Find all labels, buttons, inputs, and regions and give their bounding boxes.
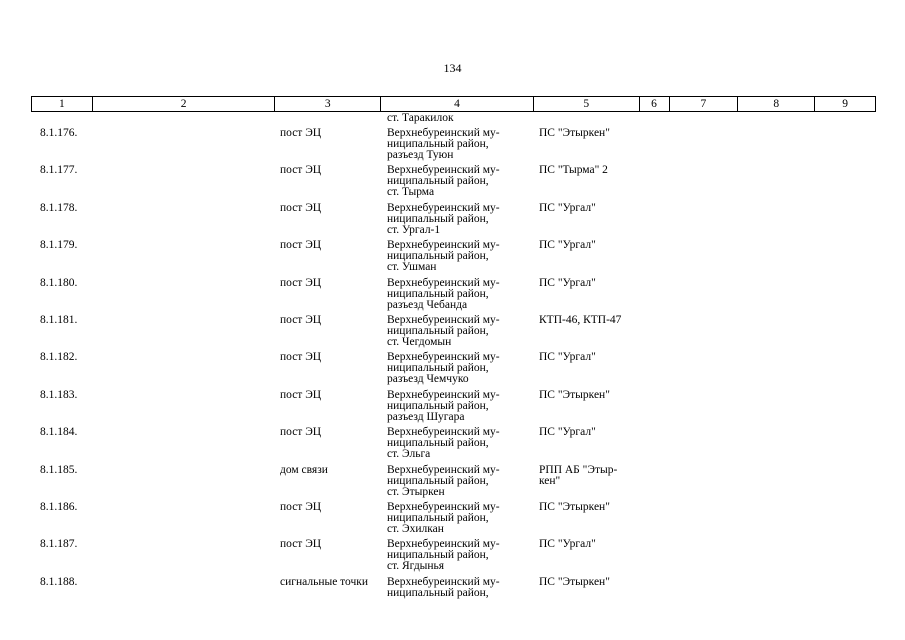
row-number: 8.1.183. [40,388,78,401]
table-header [31,96,876,112]
table-row [0,577,905,614]
source-line: РПП АБ "Этыр- [539,463,618,476]
location [387,240,527,273]
location-line: разъезд Туюн [387,149,454,161]
source-line: ПС "Ургал" [539,538,596,551]
source-line: ПС "Этыркен" [539,388,610,401]
location-line: ст. Ушман [387,261,437,274]
table-row [0,315,905,352]
location-line: Верхнебуреинский му- [387,538,500,551]
object-type: пост ЭЦ [280,164,322,177]
object-type: пост ЭЦ [280,239,322,252]
table-row [0,390,905,427]
power-source [539,165,639,176]
location [387,390,527,423]
header-col-8: 8 [738,97,815,111]
power-source [539,539,639,550]
location-line: Верхнебуреинский му- [387,351,500,364]
source-line: ПС "Этыркен" [539,500,610,513]
location-line: Верхнебуреинский му- [387,239,500,252]
power-source [539,352,639,363]
power-source [539,390,639,401]
table-row [0,539,905,576]
power-source [539,427,639,438]
object-type: пост ЭЦ [280,201,322,214]
object-type: пост ЭЦ [280,388,322,401]
power-source [539,502,639,513]
continuation-text: ст. Таракилок [387,112,454,124]
power-source [539,128,639,139]
row-number: 8.1.188. [40,575,78,588]
location-line: ниципальный район, [387,287,489,300]
location-line: ниципальный район, [387,437,489,450]
row-number: 8.1.182. [40,351,78,364]
row-number: 8.1.184. [40,426,78,439]
power-source [539,465,639,487]
source-line: кен" [539,474,561,487]
location-line: ст. Эльга [387,448,431,461]
location-line: ст. Ягдынья [387,560,445,573]
location-line: Верхнебуреинский му- [387,164,500,177]
header-col-4: 4 [381,97,534,111]
row-number: 8.1.176. [40,127,78,139]
location [387,203,527,236]
table-row [0,128,905,165]
page-number: 134 [443,61,462,75]
power-source [539,240,639,251]
location-line: разъезд Шугара [387,410,465,423]
table-row [0,278,905,315]
location [387,278,527,311]
header-col-3: 3 [275,97,381,111]
location-line: разъезд Чемчуко [387,373,469,386]
location [387,128,527,161]
location-line: ниципальный район, [387,212,489,225]
location [387,502,527,535]
location-line: ст. Ургал-1 [387,223,441,236]
object-type: сигнальные точки [280,575,369,588]
location-line: Верхнебуреинский му- [387,575,500,588]
location-line: ниципальный район, [387,250,489,263]
location-line: ниципальный район, [387,474,489,487]
location-line: ниципальный район, [387,362,489,375]
object-type: дом связи [280,463,328,476]
row-number: 8.1.179. [40,239,78,252]
table-body [0,128,905,614]
row-number: 8.1.178. [40,201,78,214]
source-line: ПС "Ургал" [539,276,596,289]
header-col-9: 9 [842,98,848,110]
source-line: КТП-46, КТП-47 [539,313,622,326]
row-number: 8.1.185. [40,463,78,476]
object-type: пост ЭЦ [280,538,322,551]
object-type: пост ЭЦ [280,351,322,364]
object-type: пост ЭЦ [280,500,322,513]
header-col-6: 6 [640,97,670,111]
object-type: пост ЭЦ [280,276,322,289]
table-row [0,352,905,389]
location [387,165,527,198]
location-line: ниципальный район, [387,399,489,412]
row-number: 8.1.181. [40,313,78,326]
row-number: 8.1.180. [40,276,78,289]
location-line: Верхнебуреинский му- [387,127,500,139]
location [387,352,527,385]
power-source [539,315,639,326]
location-line: Верхнебуреинский му- [387,388,500,401]
location-line: ниципальный район, [387,549,489,562]
source-line: ПС "Этыркен" [539,127,610,139]
location [387,315,527,348]
header-col-2: 2 [93,97,276,111]
location-line: ст. Чегдомын [387,335,452,348]
location-line: ниципальный район, [387,175,489,188]
location-line: Верхнебуреинский му- [387,313,500,326]
source-line: ПС "Тырма" 2 [539,164,608,177]
table-row [0,427,905,464]
location-line: ст. Тырма [387,186,435,199]
header-col-1: 1 [32,97,93,111]
source-line: ПС "Ургал" [539,351,596,364]
location [387,577,527,599]
row-number: 8.1.187. [40,538,78,551]
location-line: ниципальный район, [387,586,489,599]
location-line: ст. Эхилкан [387,522,444,535]
location-line: ниципальный район, [387,138,489,150]
location [387,427,527,460]
table-row [0,165,905,202]
location [387,465,527,498]
object-type: пост ЭЦ [280,127,322,139]
source-line: ПС "Ургал" [539,239,596,252]
location-line: Верхнебуреинский му- [387,201,500,214]
table-row [0,502,905,539]
table-row [0,203,905,240]
row-number: 8.1.177. [40,164,78,177]
power-source [539,278,639,289]
location-line: ст. Этыркен [387,485,445,498]
location-line: Верхнебуреинский му- [387,463,500,476]
object-type: пост ЭЦ [280,313,322,326]
power-source [539,203,639,214]
location-line: Верхнебуреинский му- [387,426,500,439]
location-line: ниципальный район, [387,324,489,337]
location-line: ниципальный район, [387,511,489,524]
source-line: ПС "Этыркен" [539,575,610,588]
source-line: ПС "Ургал" [539,201,596,214]
table-row [0,240,905,277]
row-number: 8.1.186. [40,500,78,513]
header-col-5: 5 [534,97,640,111]
header-col-7: 7 [670,97,739,111]
location-line: Верхнебуреинский му- [387,276,500,289]
location-line: Верхнебуреинский му- [387,500,500,513]
location-line: разъезд Чебанда [387,298,468,311]
power-source [539,577,639,588]
object-type: пост ЭЦ [280,426,322,439]
source-line: ПС "Ургал" [539,426,596,439]
table-row [0,465,905,502]
location [387,539,527,572]
